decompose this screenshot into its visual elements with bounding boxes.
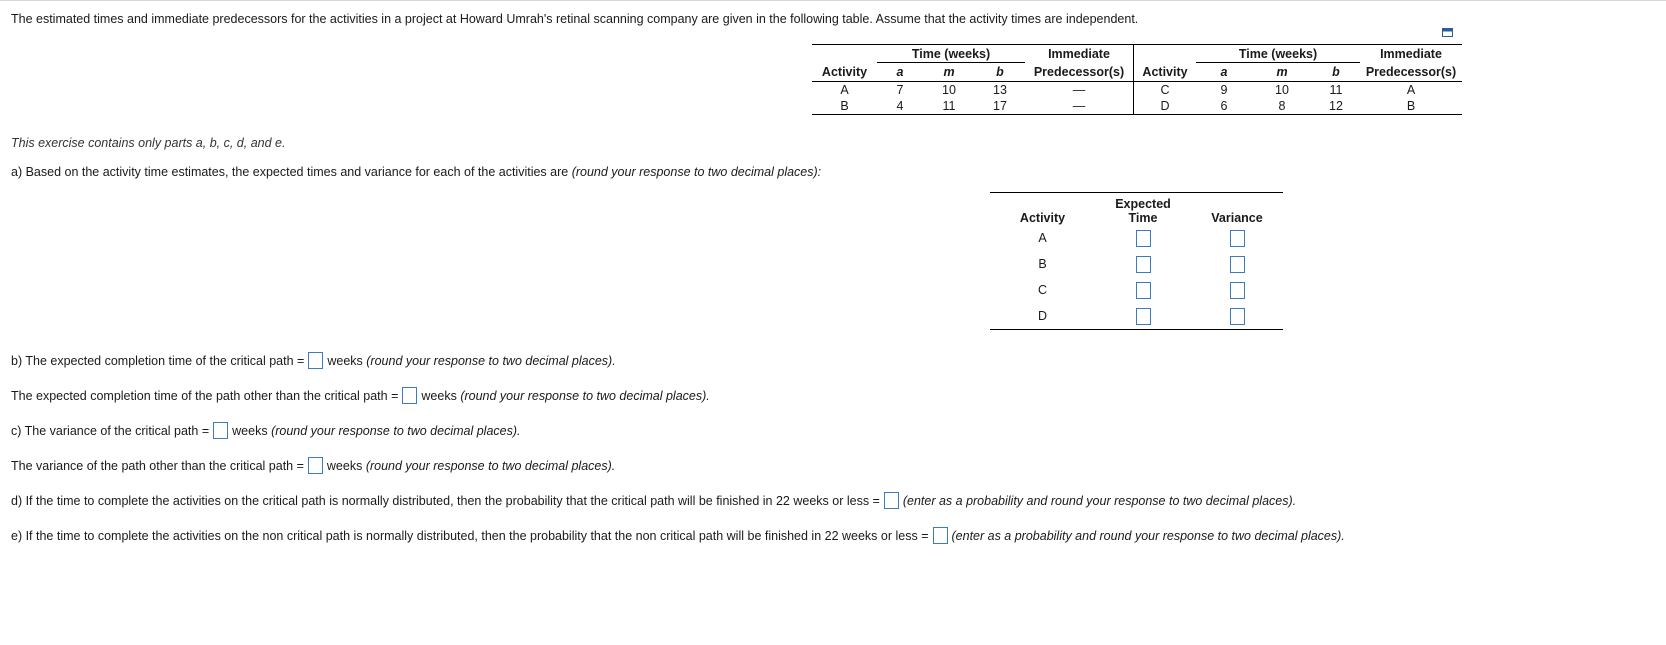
question-b2 bbox=[11, 388, 710, 405]
variance-header: Variance bbox=[1211, 211, 1263, 225]
intro-text: The estimated times and immediate predecessors for the activities in a project at Howard Umrah's retinal scanning company are given in the following table. Assume that the activity times are independent. bbox=[11, 12, 1139, 26]
question-c1-hint: (round your response to two decimal places). bbox=[271, 423, 521, 438]
answer-activity-label: C bbox=[1037, 283, 1048, 297]
answer-row bbox=[990, 303, 1283, 330]
predecessor-header-line1: Immediate bbox=[1048, 46, 1110, 61]
cell-activity: D bbox=[1134, 98, 1197, 115]
col-activity-spacer bbox=[812, 45, 877, 63]
cell-m: 11 bbox=[923, 98, 975, 115]
expected-line1: Expected bbox=[1115, 197, 1171, 211]
predecessor-header-line1-2: Immediate bbox=[1380, 46, 1442, 61]
answer-row bbox=[990, 251, 1283, 277]
cell-a: 6 bbox=[1196, 98, 1252, 115]
variance-input-c[interactable] bbox=[1230, 282, 1245, 299]
question-d-text: d) If the time to complete the activities on the critical path is normally distributed, then the probability that the critical path will be finished in 22 weeks or less = bbox=[11, 493, 880, 508]
cell-a: 4 bbox=[877, 98, 923, 115]
table-row bbox=[812, 98, 1462, 115]
cell-b: 13 bbox=[993, 83, 1007, 97]
activity-header: Activity bbox=[812, 63, 877, 82]
part-a-prompt bbox=[11, 165, 821, 179]
answer-row bbox=[990, 277, 1283, 303]
cell-predecessor: — bbox=[1025, 98, 1134, 115]
critical-path-probability-input[interactable] bbox=[884, 492, 899, 509]
expected-line2: Time bbox=[1128, 211, 1158, 225]
time-weeks-header: Time (weeks) bbox=[877, 45, 1025, 63]
time-weeks-header-2: Time (weeks) bbox=[1196, 45, 1360, 63]
question-b2-hint: (round your response to two decimal places). bbox=[460, 388, 710, 403]
other-path-time-input[interactable] bbox=[402, 387, 417, 404]
cell-activity: A bbox=[840, 83, 849, 97]
expected-time-cell bbox=[1095, 225, 1191, 251]
question-c2 bbox=[11, 458, 615, 475]
question-c2-text: The variance of the path other than the critical path = bbox=[11, 458, 304, 473]
expected-time-input-d[interactable] bbox=[1136, 308, 1151, 325]
cell-a: 7 bbox=[896, 83, 904, 97]
question-c1-unit: weeks bbox=[232, 423, 268, 438]
cell-b: 12 bbox=[1312, 98, 1360, 115]
answer-table bbox=[990, 192, 1283, 330]
cell-predecessor: B bbox=[1360, 98, 1462, 115]
col-m-header-2: m bbox=[1252, 63, 1312, 82]
question-c1-text: c) The variance of the critical path = bbox=[11, 423, 210, 438]
question-c2-unit: weeks bbox=[326, 458, 363, 473]
activity-header-2: Activity bbox=[1134, 63, 1197, 82]
cell-predecessor: A bbox=[1406, 83, 1416, 97]
question-b2-unit: weeks bbox=[421, 388, 457, 403]
col-m-header: m bbox=[923, 63, 975, 82]
col-a-header: a bbox=[877, 63, 923, 82]
variance-cell bbox=[1191, 303, 1283, 330]
cell-activity: C bbox=[1134, 82, 1197, 99]
variance-input-a[interactable] bbox=[1230, 230, 1245, 247]
print-icon[interactable] bbox=[1442, 28, 1453, 37]
col-b-header-2: b bbox=[1312, 63, 1360, 82]
exercise-note: This exercise contains only parts a, b, c, d, and e. bbox=[11, 136, 286, 150]
question-c2-hint: (round your response to two decimal places). bbox=[365, 458, 616, 473]
other-path-variance-input[interactable] bbox=[308, 457, 323, 474]
variance-cell bbox=[1191, 225, 1283, 251]
activity-data-table bbox=[812, 44, 1462, 115]
cell-predecessor: — bbox=[1072, 83, 1086, 97]
col-a-header-2: a bbox=[1196, 63, 1252, 82]
cell-b: 11 bbox=[1329, 83, 1343, 97]
expected-time-input-c[interactable] bbox=[1136, 282, 1151, 299]
cell-a: 9 bbox=[1220, 83, 1228, 97]
question-c1 bbox=[11, 423, 521, 440]
expected-time-cell bbox=[1095, 277, 1191, 303]
answer-activity-label: B bbox=[1038, 257, 1047, 271]
variance-cell bbox=[1191, 251, 1283, 277]
answer-row bbox=[990, 225, 1283, 251]
table-row bbox=[812, 82, 1462, 99]
noncritical-path-probability-input[interactable] bbox=[933, 527, 948, 544]
expected-time-input-b[interactable] bbox=[1136, 256, 1151, 273]
expected-time-header bbox=[1095, 193, 1191, 226]
predecessor-header-2: Predecessor(s) bbox=[1360, 63, 1462, 82]
question-b2-text: The expected completion time of the path other than the critical path = bbox=[11, 388, 399, 403]
answer-activity-label: A bbox=[1038, 231, 1047, 245]
question-b1-unit: weeks bbox=[327, 353, 363, 368]
col-activity-spacer-2 bbox=[1134, 45, 1197, 63]
variance-input-b[interactable] bbox=[1230, 256, 1245, 273]
critical-path-variance-input[interactable] bbox=[213, 422, 228, 439]
expected-time-cell bbox=[1095, 303, 1191, 330]
question-b1 bbox=[11, 353, 616, 370]
question-d-hint: (enter as a probability and round your response to two decimal places). bbox=[902, 493, 1297, 508]
part-a-text: a) Based on the activity time estimates, the expected times and variance for each of the activities are bbox=[11, 165, 572, 179]
cell-m: 10 bbox=[1275, 83, 1289, 97]
answer-activity-label: D bbox=[1037, 309, 1048, 323]
cell-b: 17 bbox=[975, 98, 1025, 115]
expected-time-cell bbox=[1095, 251, 1191, 277]
question-e-hint: (enter as a probability and round your response to two decimal places). bbox=[951, 528, 1345, 543]
col-b-header: b bbox=[975, 63, 1025, 82]
top-divider bbox=[0, 0, 1666, 1]
question-e bbox=[11, 528, 1345, 545]
part-a-hint: (round your response to two decimal places): bbox=[571, 165, 822, 179]
variance-input-d[interactable] bbox=[1230, 308, 1245, 325]
expected-time-input-a[interactable] bbox=[1136, 230, 1151, 247]
question-d bbox=[11, 493, 1296, 510]
cell-activity: B bbox=[812, 98, 877, 115]
predecessor-header: Predecessor(s) bbox=[1025, 63, 1134, 82]
variance-cell bbox=[1191, 277, 1283, 303]
critical-path-time-input[interactable] bbox=[308, 352, 323, 369]
question-b1-hint: (round your response to two decimal places). bbox=[366, 353, 616, 368]
question-e-text: e) If the time to complete the activities on the non critical path is normally distributed, then the probability that the non critical path will be finished in 22 weeks or less = bbox=[11, 528, 929, 543]
cell-m: 8 bbox=[1252, 98, 1312, 115]
answer-activity-header: Activity bbox=[1019, 211, 1066, 225]
question-b1-text: b) The expected completion time of the critical path = bbox=[11, 353, 305, 368]
cell-m: 10 bbox=[942, 83, 956, 97]
